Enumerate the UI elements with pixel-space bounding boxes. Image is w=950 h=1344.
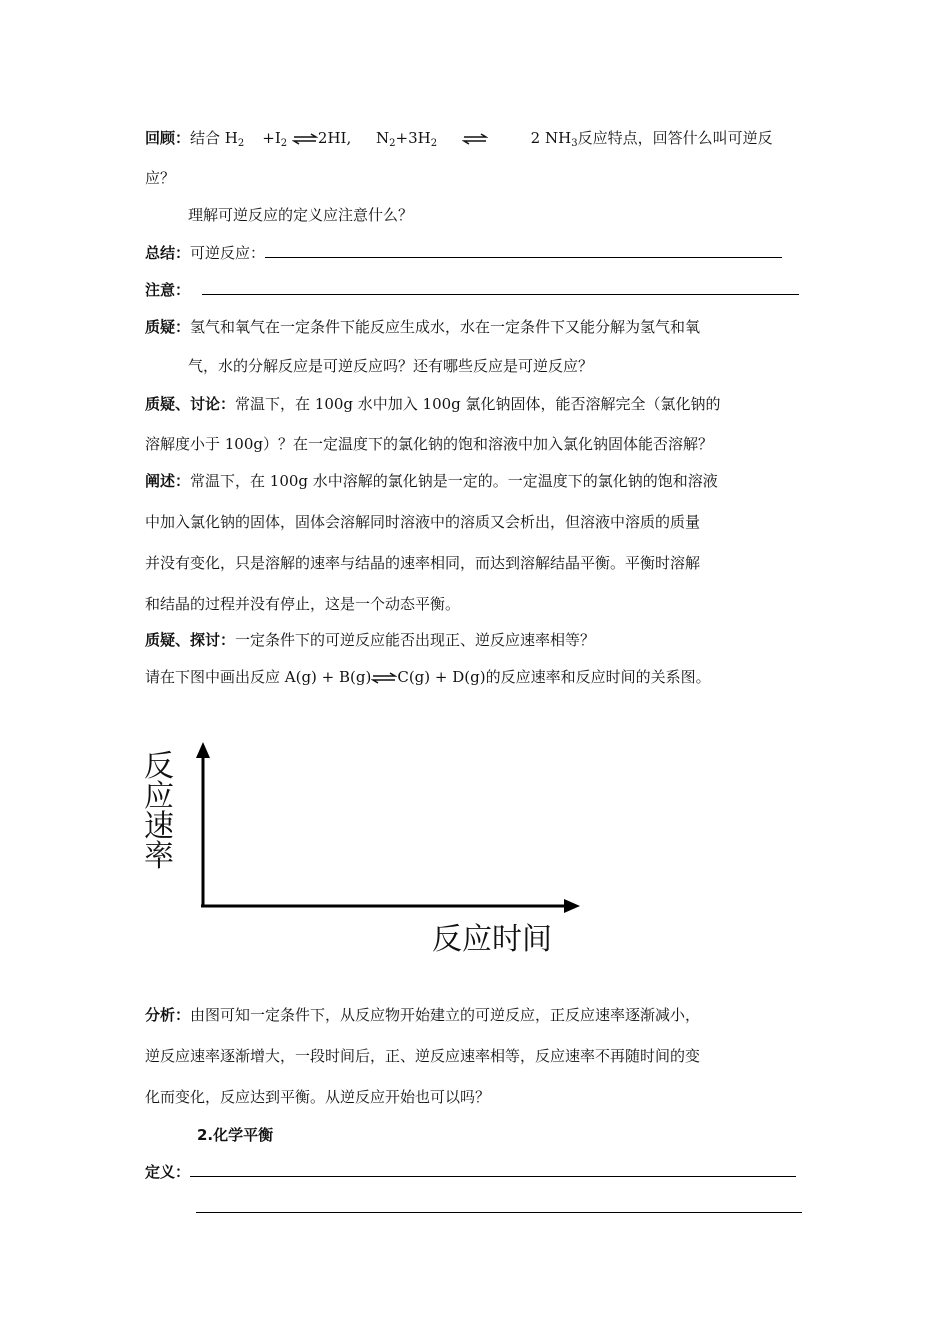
explain-line-3: 并没有变化，只是溶解的速率与结晶的速率相同，而达到溶解结晶平衡。平衡时溶解 [145, 554, 701, 572]
y-axis-label-char: 率 [144, 839, 174, 874]
subscript: 2 [237, 138, 245, 149]
review-text-2: +I [262, 129, 281, 147]
summary-text: 可逆反应： [190, 244, 266, 262]
summary-label: 总结： [145, 244, 191, 262]
discussion-cont: 溶解度小于 100g）？在一定温度下的氯化钠的饱和溶液中加入氯化钠固体能否溶解？ [145, 435, 714, 453]
rate-time-axes [190, 740, 590, 915]
definition-line [145, 1162, 796, 1182]
explore-text: 一定条件下的可逆反应能否出现正、逆反应速率相等？ [235, 631, 596, 649]
draw-post: C(g) + D(g)的反应速率和反应时间的关系图。 [397, 668, 711, 686]
y-axis-label-char: 反 [144, 749, 174, 784]
review-text-6: 2 NH [530, 129, 572, 147]
subscript: 2 [389, 138, 396, 149]
question1-text: 氢气和氧气在一定条件下能反应生成水，水在一定条件下又能分解为氢气和氧 [190, 318, 701, 336]
explain-label: 阐述： [145, 472, 191, 490]
question1-line [145, 317, 700, 337]
draw-pre: 请在下图中画出反应 A(g) + B(g) [145, 668, 372, 686]
equilibrium-arrow-icon [371, 672, 397, 684]
discussion-label: 质疑、讨论： [145, 395, 236, 413]
section-title: 2.化学平衡 [197, 1126, 274, 1144]
review-text-7: 反应特点，回答什么叫可逆反 [577, 129, 773, 147]
subscript: 2 [280, 138, 288, 149]
understand-question: 理解可逆反应的定义应注意什么？ [188, 206, 414, 224]
definition-label: 定义： [145, 1163, 191, 1181]
analysis-line [145, 1005, 700, 1025]
draw-instruction [145, 667, 711, 687]
explore-label: 质疑、探讨： [145, 631, 236, 649]
explain-line-4: 和结晶的过程并没有停止，这是一个动态平衡。 [145, 595, 461, 613]
note-blank[interactable] [202, 280, 799, 295]
question1-label: 质疑： [145, 318, 191, 336]
definition-blank-2[interactable] [196, 1212, 802, 1213]
discussion-line [145, 394, 721, 414]
definition-blank[interactable] [190, 1162, 796, 1177]
analysis-line-2: 逆反应速率逐渐增大，一段时间后，正、逆反应速率相等，反应速率不再随时间的变 [145, 1047, 701, 1065]
review-text-5: +3H [395, 129, 431, 147]
note-line [145, 280, 799, 300]
equilibrium-arrow-icon [462, 133, 488, 145]
y-axis-label-char: 速 [144, 809, 174, 844]
y-axis-label-char: 应 [144, 779, 174, 814]
analysis-text: 由图可知一定条件下，从反应物开始建立的可逆反应，正反应速率逐渐减小， [190, 1006, 701, 1024]
review-text-4: N [376, 129, 390, 147]
y-axis-label [144, 749, 180, 874]
review-cont: 应？ [145, 169, 176, 187]
explain-line [145, 471, 718, 491]
equilibrium-arrow-icon [292, 133, 318, 145]
y-axis-arrow-icon [196, 742, 210, 758]
subscript: 3 [571, 138, 578, 149]
summary-blank[interactable] [265, 243, 782, 258]
subscript: 2 [430, 138, 438, 149]
question1-cont: 气，水的分解反应是可逆反应吗？还有哪些反应是可逆反应？ [188, 357, 594, 375]
discussion-text: 常温下，在 100g 水中加入 100g 氯化钠固体，能否溶解完全（氯化钠的 [235, 395, 721, 413]
review-label: 回顾： [145, 129, 191, 147]
analysis-line-3: 化而变化，反应达到平衡。从逆反应开始也可以吗？ [145, 1088, 491, 1106]
explain-text: 常温下，在 100g 水中溶解的氯化钠是一定的。一定温度下的氯化钠的饱和溶液 [190, 472, 718, 490]
x-axis-arrow-icon [564, 899, 580, 913]
note-label: 注意： [145, 281, 191, 299]
review-text-1: 结合 H [190, 129, 238, 147]
explain-line-2: 中加入氯化钠的固体，固体会溶解同时溶液中的溶质又会析出，但溶液中溶质的质量 [145, 513, 701, 531]
review-text-3: 2HI, [317, 129, 352, 147]
explore-line [145, 630, 595, 650]
x-axis-label: 反应时间 [432, 922, 552, 957]
analysis-label: 分析： [145, 1006, 191, 1024]
summary-line [145, 243, 782, 263]
review-line [145, 128, 773, 154]
